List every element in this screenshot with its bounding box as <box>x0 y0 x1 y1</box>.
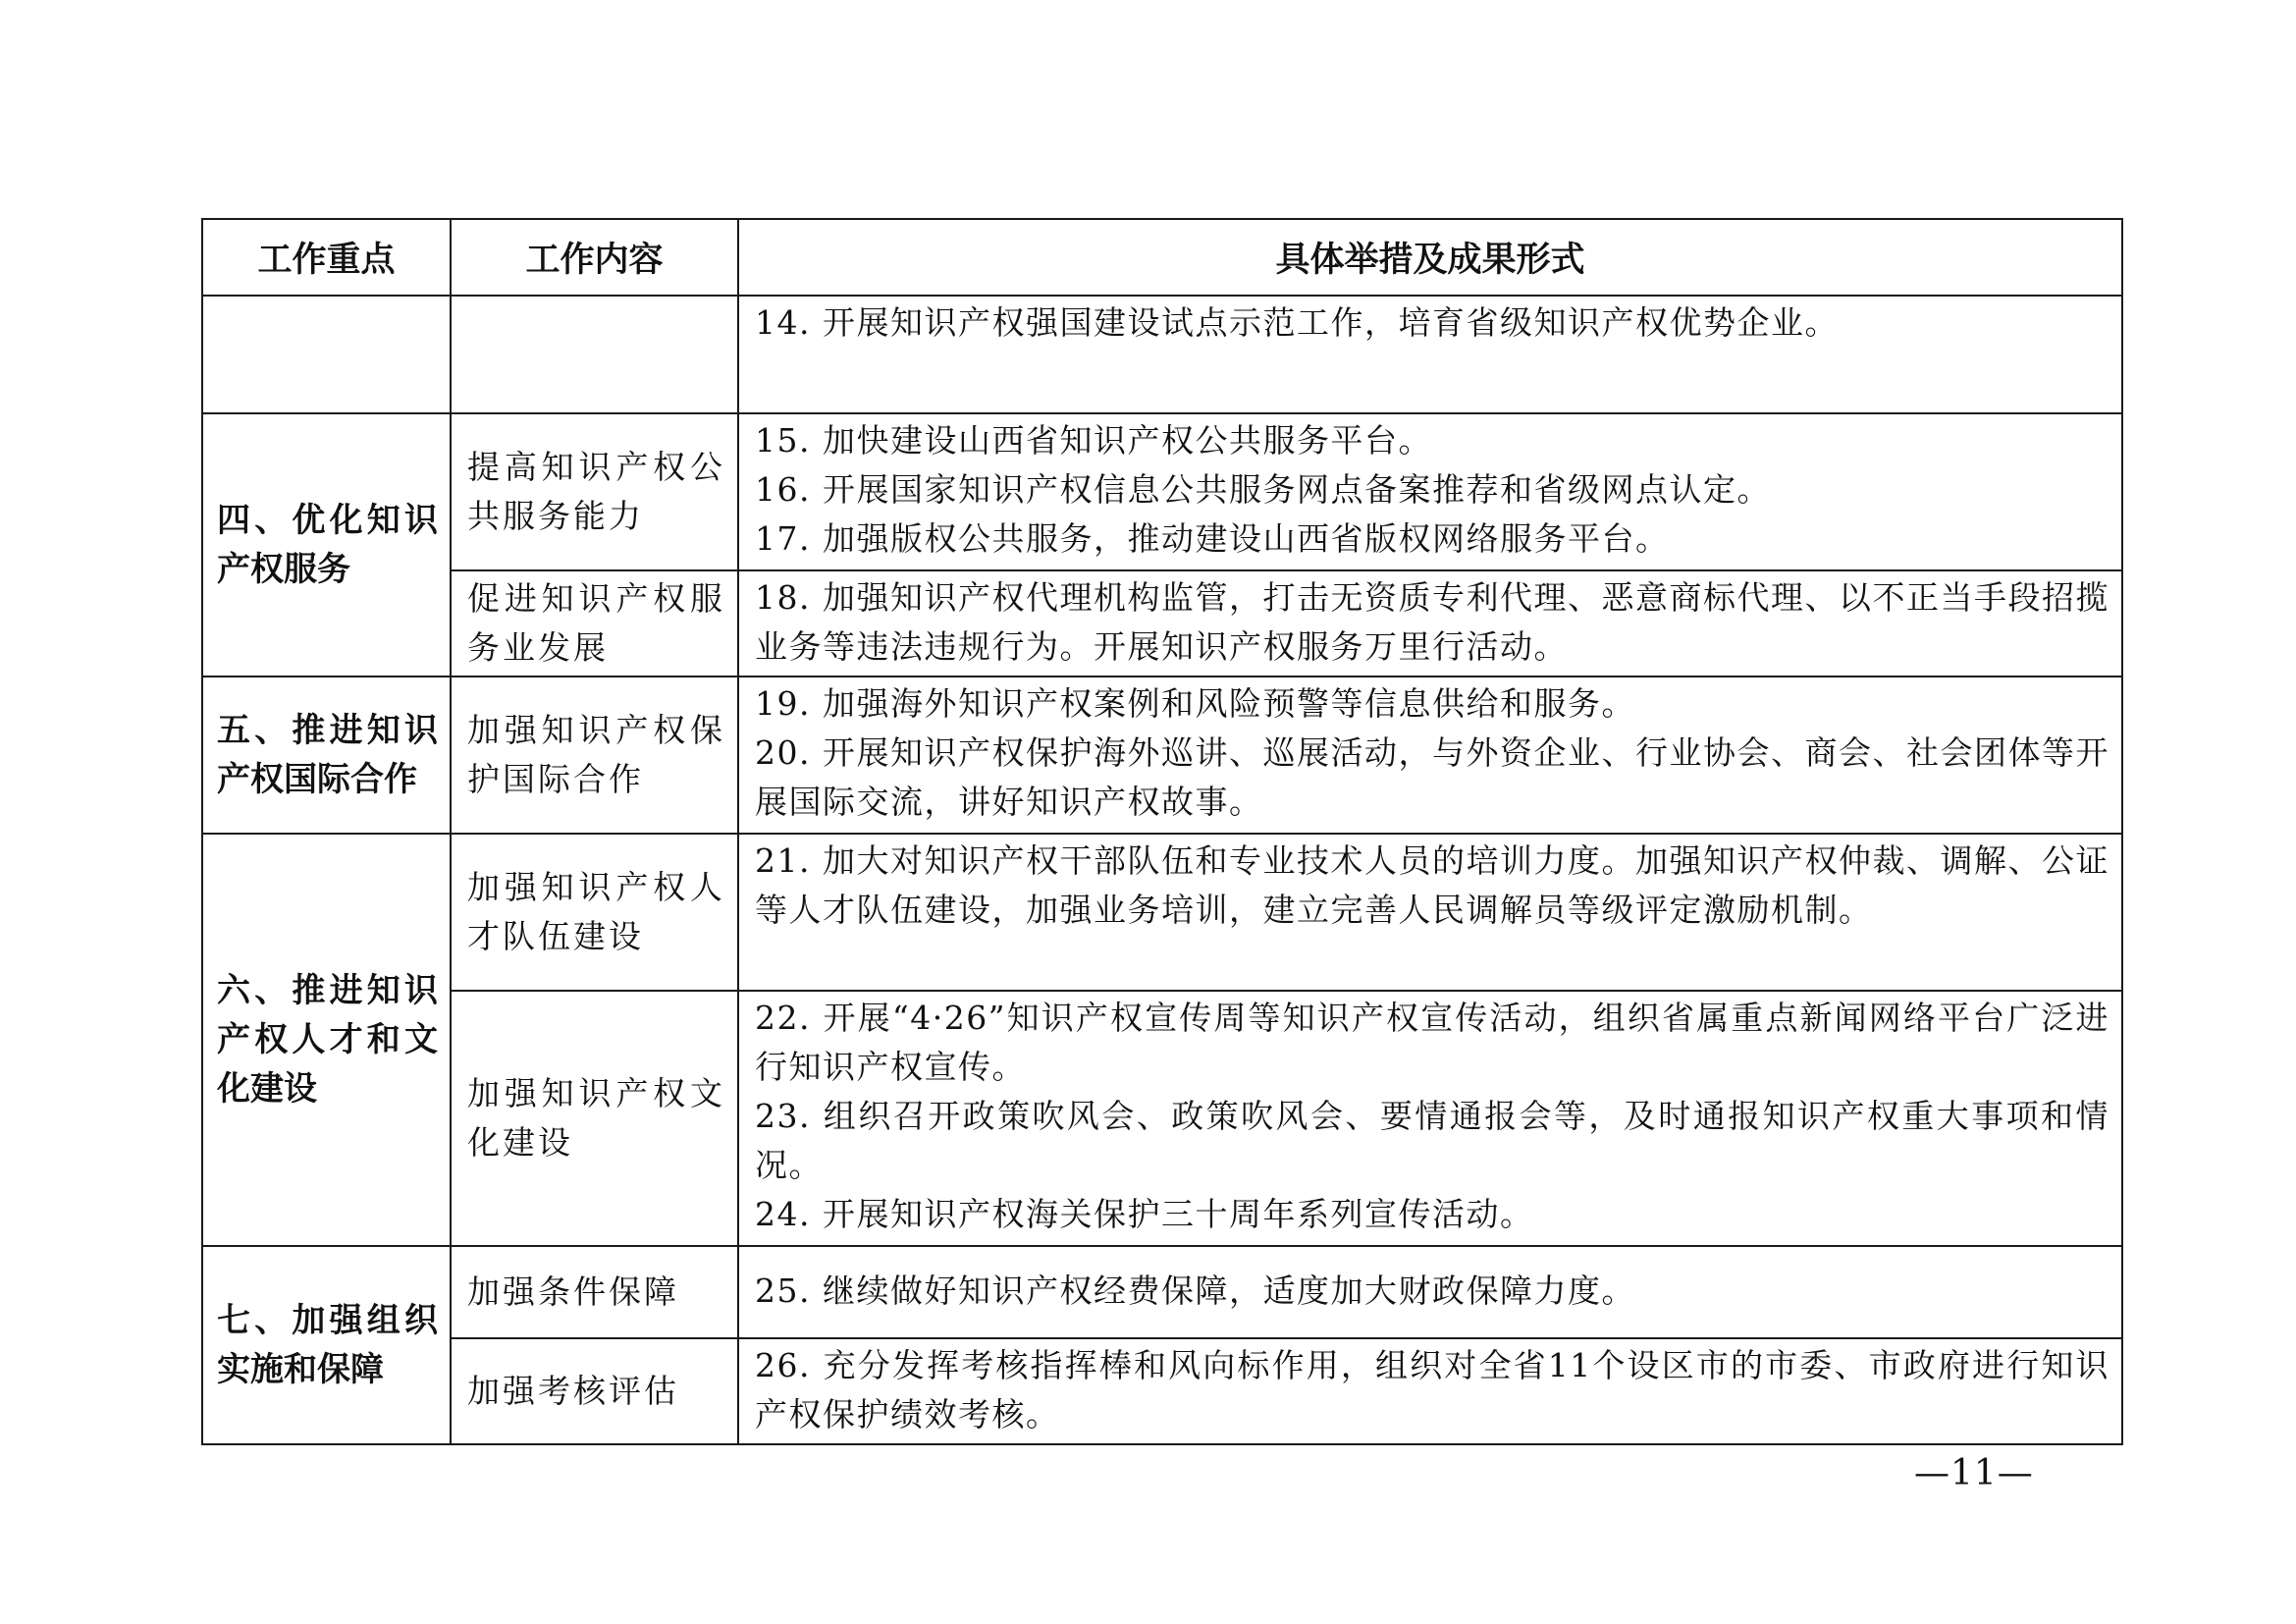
header-work-content: 工作内容 <box>451 219 738 296</box>
table-row <box>202 296 2122 413</box>
work-focus-cell: 六、推进知识产权人才和文化建设 <box>202 834 451 1246</box>
table-row <box>202 991 2122 1246</box>
table-row <box>202 1338 2122 1444</box>
measure-item: 23. 组织召开政策吹风会、政策吹风会、要情通报会等，及时通报知识产权重大事项和情况。 <box>755 1097 2109 1184</box>
work-content-cell: 加强知识产权人才队伍建设 <box>451 834 738 991</box>
measure-item: 25. 继续做好知识产权经费保障，适度加大财政保障力度。 <box>755 1272 1635 1310</box>
work-content-cell-empty <box>451 296 738 413</box>
measure-item: 19. 加强海外知识产权案例和风险预警等信息供给和服务。 <box>755 684 1635 723</box>
page-number: —11— <box>1914 1453 2034 1493</box>
table-row <box>202 570 2122 677</box>
measure-item: 22. 开展“4·26”知识产权宣传周等知识产权宣传活动，组织省属重点新闻网络平台广泛进行知识产权宣传。 <box>755 999 2109 1086</box>
table-row <box>202 413 2122 570</box>
table-row <box>202 1246 2122 1338</box>
measures-cell <box>738 834 2122 991</box>
work-content-cell: 促进知识产权服务业发展 <box>451 570 738 677</box>
work-plan-table <box>201 218 2123 1445</box>
measure-item: 26. 充分发挥考核指挥棒和风向标作用，组织对全省11个设区市的市委、市政府进行知识产权保护绩效考核。 <box>755 1346 2109 1434</box>
measures-cell <box>738 677 2122 834</box>
measures-cell <box>738 413 2122 570</box>
measure-item: 17. 加强版权公共服务，推动建设山西省版权网络服务平台。 <box>755 519 1670 558</box>
measures-cell <box>738 570 2122 677</box>
work-content-cell: 加强考核评估 <box>451 1338 738 1444</box>
measure-item: 21. 加大对知识产权干部队伍和专业技术人员的培训力度。加强知识产权仲裁、调解、公证等人才队伍建设，加强业务培训，建立完善人民调解员等级评定激励机制。 <box>755 841 2109 929</box>
measure-item: 24. 开展知识产权海关保护三十周年系列宣传活动。 <box>755 1195 1534 1233</box>
work-content-cell: 提高知识产权公共服务能力 <box>451 413 738 570</box>
table-row <box>202 834 2122 991</box>
measure-item: 20. 开展知识产权保护海外巡讲、巡展活动，与外资企业、行业协会、商会、社会团体等开展国际交流，讲好知识产权故事。 <box>755 733 2109 821</box>
measure-item: 18. 加强知识产权代理机构监管，打击无资质专利代理、恶意商标代理、以不正当手段招揽业务等违法违规行为。开展知识产权服务万里行活动。 <box>755 578 2109 666</box>
table-row <box>202 677 2122 834</box>
work-focus-cell: 四、优化知识产权服务 <box>202 413 451 677</box>
work-focus-cell-empty <box>202 296 451 413</box>
work-content-cell: 加强知识产权保护国际合作 <box>451 677 738 834</box>
work-content-cell: 加强条件保障 <box>451 1246 738 1338</box>
measures-cell <box>738 1246 2122 1338</box>
work-content-cell: 加强知识产权文化建设 <box>451 991 738 1246</box>
measures-cell <box>738 296 2122 413</box>
measures-cell <box>738 991 2122 1246</box>
measure-item: 16. 开展国家知识产权信息公共服务网点备案推荐和省级网点认定。 <box>755 470 1771 509</box>
measure-item: 14. 开展知识产权强国建设试点示范工作，培育省级知识产权优势企业。 <box>755 303 1839 342</box>
measure-item: 15. 加快建设山西省知识产权公共服务平台。 <box>755 421 1432 460</box>
work-focus-cell: 五、推进知识产权国际合作 <box>202 677 451 834</box>
measures-cell <box>738 1338 2122 1444</box>
header-work-focus: 工作重点 <box>202 219 451 296</box>
table-header-row <box>202 219 2122 296</box>
work-focus-cell: 七、加强组织实施和保障 <box>202 1246 451 1444</box>
header-measures: 具体举措及成果形式 <box>738 219 2122 296</box>
